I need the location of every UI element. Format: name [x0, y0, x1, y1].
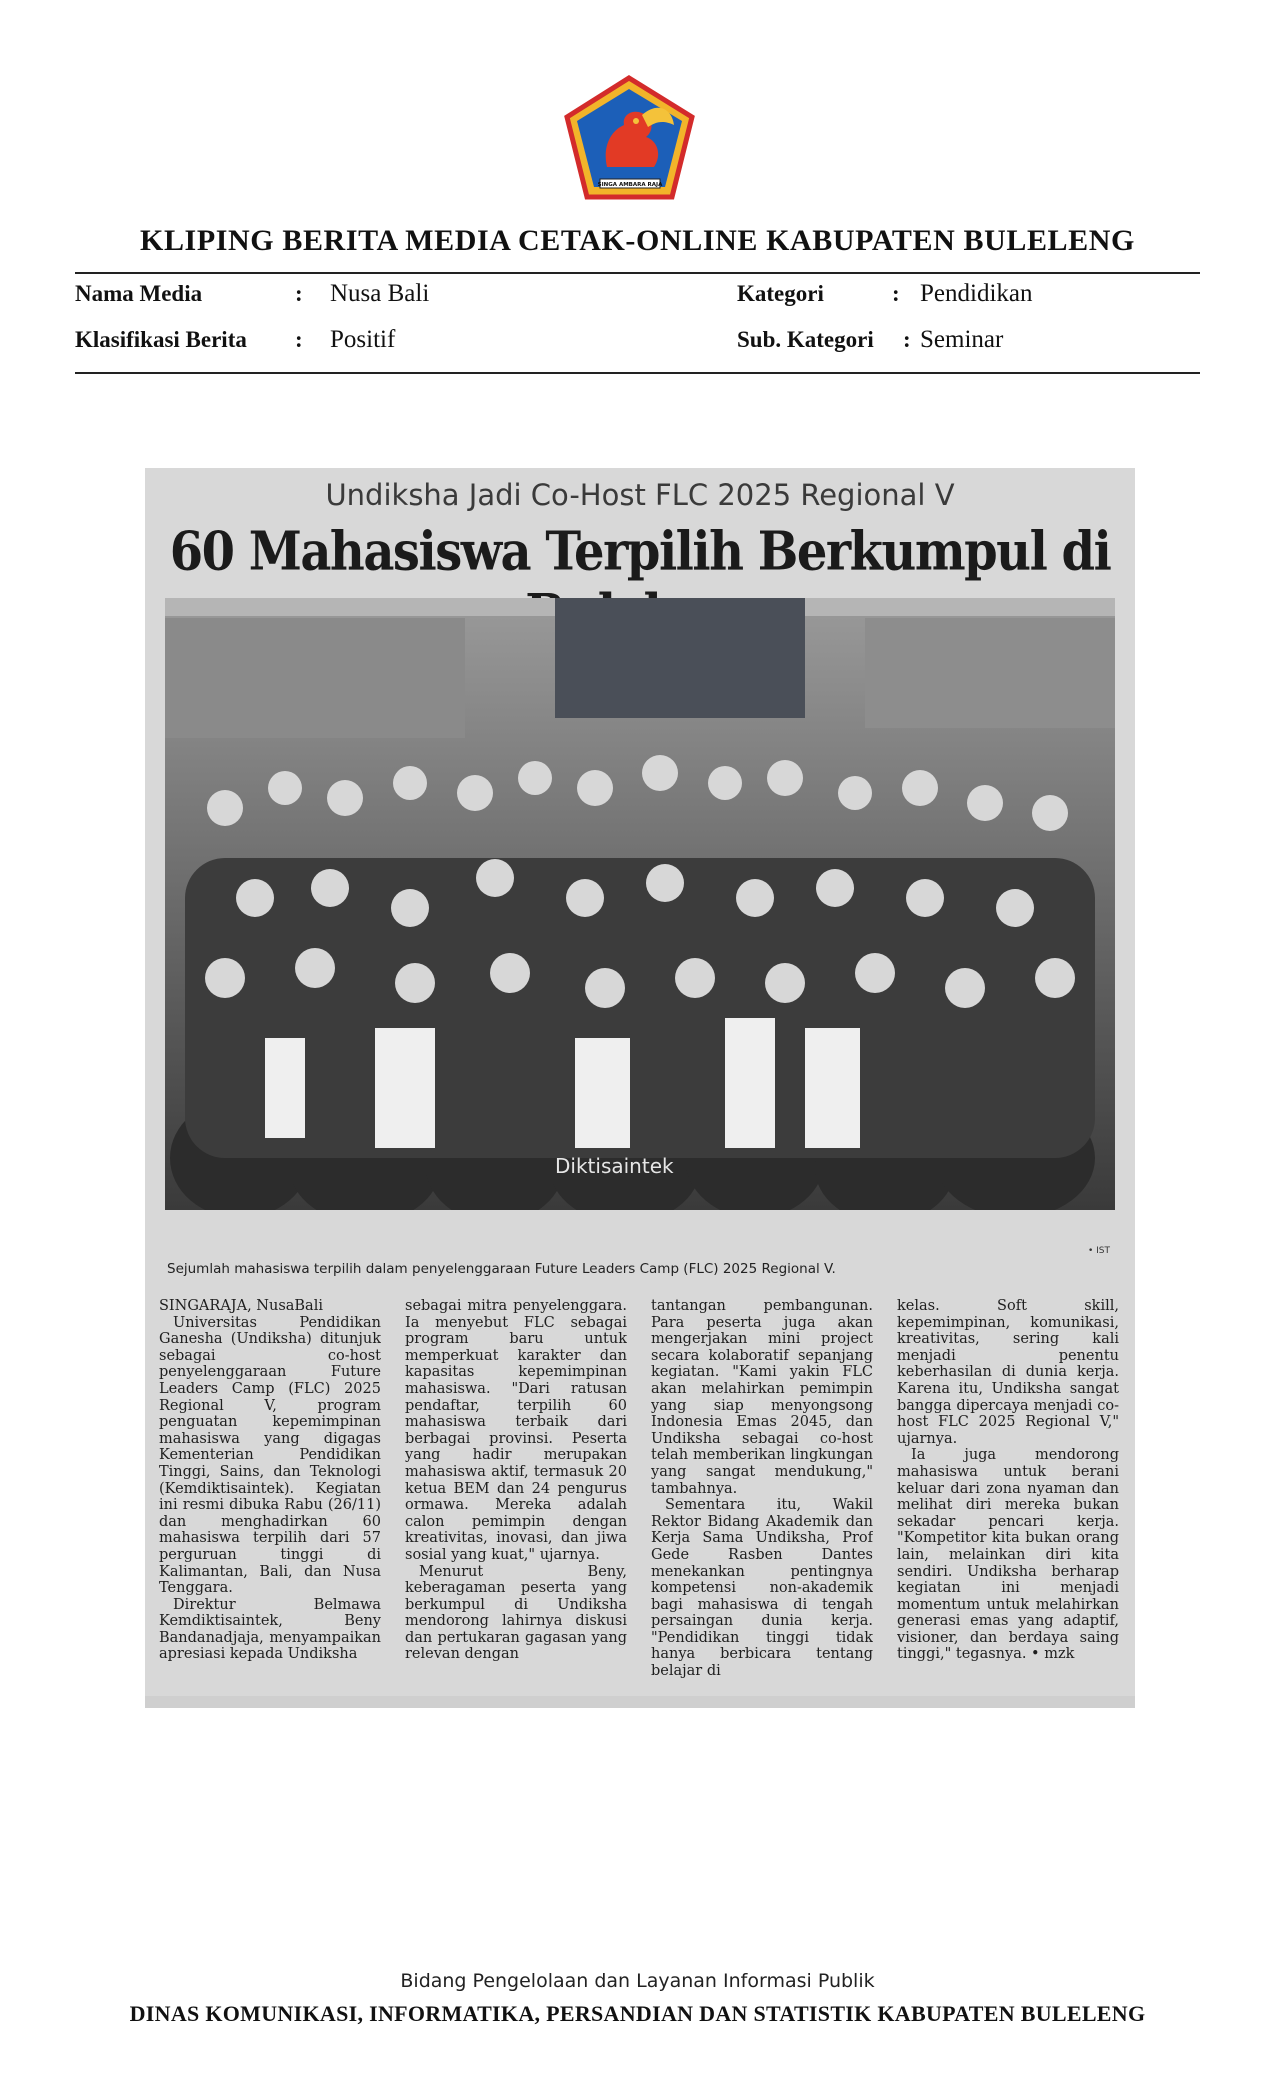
- header-divider-bottom: [75, 372, 1200, 374]
- article-headline: 60 Mahasiswa Terpilih Berkumpul di: [169, 520, 1111, 583]
- klasifikasi-value: Positif: [330, 326, 396, 353]
- sub-kategori-label: Sub. Kategori: [737, 327, 874, 352]
- paragraph: Direktur Belmawa Kemdiktisaintek, Beny Bandanadjaja, menyampaikan apresiasi kepada Undiksha: [159, 1596, 381, 1663]
- separator: :: [295, 281, 303, 306]
- paragraph: Ia juga mendorong mahasiswa untuk berani keluar dari zona nyaman dan melihat diri mereka bukan sekadar pencari kerja. "Kompetitor kita bukan orang lain, melainkan diri kita sendiri. Undiksha berharap kegiatan ini menjadi momentum untuk melahirkan generasi emas yang adaptif, visioner, dan berdaya saing tinggi," tegasnya. • mzk: [897, 1447, 1119, 1663]
- meta-sub-kategori: [737, 326, 1003, 354]
- group-photo: [165, 598, 1115, 1210]
- paragraph: kelas. Soft skill, kepemimpinan, komunikasi, kreativitas, sering kali menjadi penentu keberhasilan di dunia kerja. Karena itu, Undiksha sangat bangga dipercaya menjadi co-host FLC 2025 Regional V," ujarnya.: [897, 1298, 1119, 1447]
- meta-kategori: [737, 280, 1033, 308]
- paragraph: tantangan pembangunan. Para peserta juga akan mengerjakan mini project secara kolaboratif sepanjang kegiatan. "Kami yakin FLC akan melahirkan pemimpin yang siap menyongsong Indonesia Emas 2045, dan Undiksha sebagai co-host telah memberikan lingkungan yang sangat mendukung," tambahnya.: [651, 1298, 873, 1497]
- paragraph: Sementara itu, Wakil Rektor Bidang Akademik dan Kerja Sama Undiksha, Prof Gede Rasben Dantes menekankan pentingnya kompetensi non-akademik bagi mahasiswa di tengah persaingan dunia kerja. "Pendidikan tinggi tidak hanya berbicara tentang belajar di: [651, 1497, 873, 1680]
- clipping-cut-edge: [145, 1696, 1135, 1708]
- sub-kategori-value: Seminar: [920, 326, 1004, 353]
- meta-klasifikasi: [75, 326, 395, 354]
- kategori-value: Pendidikan: [920, 280, 1033, 307]
- klasifikasi-label: Klasifikasi Berita: [75, 327, 247, 352]
- nama-media-label: Nama Media: [75, 281, 203, 306]
- separator: :: [892, 281, 900, 306]
- footer-division: Bidang Pengelolaan dan Layanan Informasi Publik: [400, 1970, 875, 1992]
- separator: :: [295, 327, 303, 352]
- paragraph: sebagai mitra penyelenggara. Ia menyebut FLC sebagai program baru untuk memperkuat karakter dan kapasitas kepemimpinan mahasiswa. "Dari ratusan pendaftar, terpilih 60 mahasiswa terbaik dari berbagai provinsi. Peserta yang hadir merupakan mahasiswa aktif, termasuk 20 ketua BEM dan 24 pengurus ormawa. Mereka adalah calon pemimpin dengan kreativitas, inovasi, dan jiwa sosial yang kuat," ujarnya.: [405, 1298, 627, 1563]
- meta-nama-media: [75, 280, 429, 308]
- page-title: KLIPING BERITA MEDIA CETAK-ONLINE KABUPATEN BULELENG: [140, 224, 1135, 257]
- separator: :: [903, 327, 911, 352]
- paragraph: Universitas Pendidikan Ganesha (Undiksha) ditunjuk sebagai co-host penyelenggaraan Future Leaders Camp (FLC) 2025 Regional V, program penguatan kepemimpinan mahasiswa yang digagas Kementerian Pendidikan Tinggi, Sains, dan Teknologi (Kemdiktisaintek). Kegiatan ini resmi dibuka Rabu (26/11) dan menghadirkan 60 mahasiswa terpilih dari 57 perguruan tinggi di Kalimantan, Bali, dan Nusa Tenggara.: [159, 1314, 381, 1597]
- paragraph: Menurut Beny, keberagaman peserta yang berkumpul di Undiksha mendorong lahirnya diskusi dan pertukaran gagasan yang relevan dengan: [405, 1563, 627, 1663]
- nama-media-value: Nusa Bali: [330, 280, 430, 307]
- singa-ambara-raja-emblem-icon: [562, 75, 697, 203]
- article-column-4: [897, 1298, 1119, 1698]
- article-column-1: [159, 1298, 381, 1698]
- photo-watermark: Diktisaintek: [555, 1154, 674, 1178]
- newspaper-clipping: [145, 468, 1135, 1708]
- footer-agency: DINAS KOMUNIKASI, INFORMATIKA, PERSANDIAN DAN STATISTIK KABUPATEN BULELENG: [129, 2001, 1146, 2026]
- kategori-label: Kategori: [737, 281, 824, 306]
- logo-motto: SINGA AMBARA RAJA: [597, 182, 663, 188]
- photo-credit: • IST: [1087, 1246, 1110, 1256]
- dateline: SINGARAJA, NusaBali: [159, 1298, 323, 1314]
- photo-caption: Sejumlah mahasiswa terpilih dalam penyelenggaraan Future Leaders Camp (FLC) 2025 Regional V.: [167, 1261, 836, 1277]
- article-body: [155, 1298, 1130, 1698]
- article-kicker: Undiksha Jadi Co-Host FLC 2025 Regional V: [325, 478, 955, 512]
- article-column-2: [405, 1298, 627, 1698]
- header-divider-top: [75, 272, 1200, 274]
- article-column-3: [651, 1298, 873, 1698]
